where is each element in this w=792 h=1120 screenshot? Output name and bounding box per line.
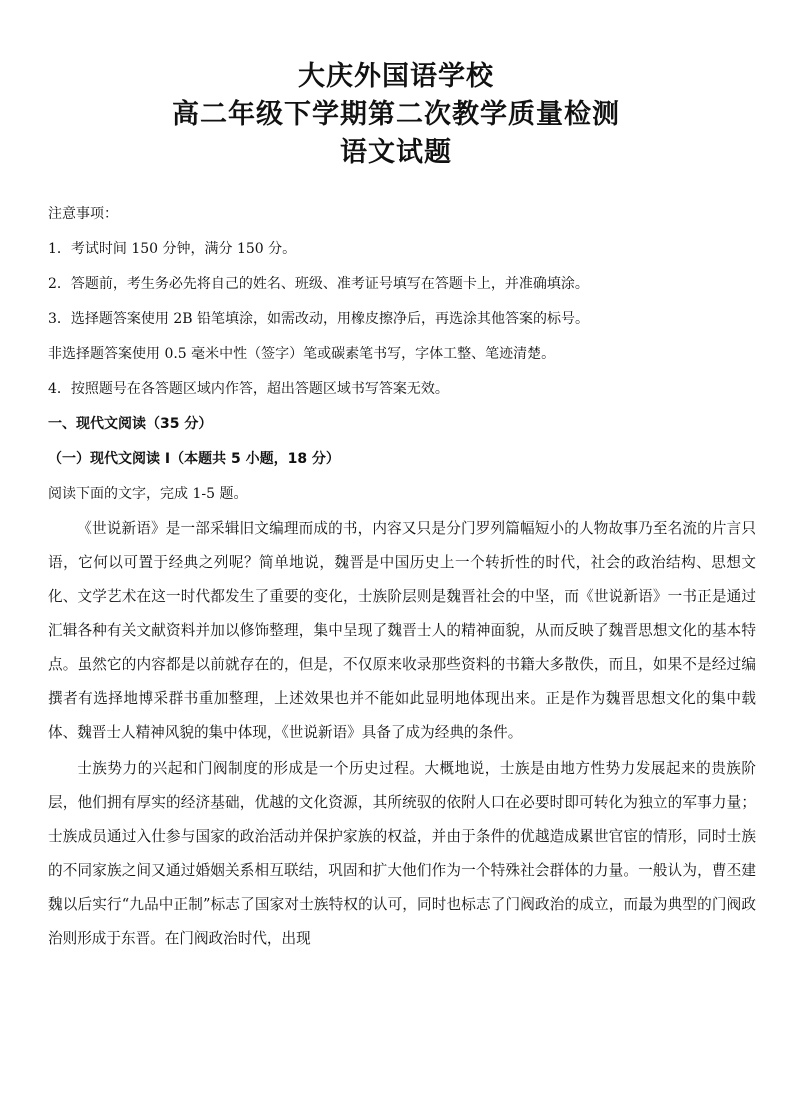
section-subtitle: （一）现代文阅读 I（本题共 5 小题，18 分）: [48, 451, 340, 467]
title-block: [0, 58, 792, 172]
note-item: 非选择题答案使用 0.5 毫米中性（签字）笔或碳素笔书写，字体工整、笔迹清楚。: [48, 346, 556, 362]
section-title: 一、现代文阅读（35 分）: [48, 416, 213, 432]
document-body: [48, 197, 756, 956]
notes-heading: 注意事项：: [48, 206, 118, 222]
exam-title: 高二年级下学期第二次教学质量检测: [172, 99, 620, 130]
note-item: 2．答题前，考生务必先将自己的姓名、班级、准考证号填写在答题卡上，并准确填涂。: [48, 276, 589, 292]
note-item: 3．选择题答案使用 2B 铅笔填涂，如需改动，用橡皮擦净后，再选涂其他答案的标号。: [48, 311, 590, 327]
subject-title: 语文试题: [340, 137, 452, 168]
passage-paragraph-1: 《世说新语》是一部采辑旧文编理而成的书，内容又只是分门罗列篇幅短小的人物故事乃至名流的片言只语，它何以可置于经典之列呢？简单地说，魏晋是中国历史上一个转折性的时代，社会的政治结构、思想文化、文学艺术在这一时代都发生了重要的变化，士族阶层则是魏晋社会的中坚，而《世说新语》一书正是通过汇辑各种有关文献资料并加以修饰整理，集中呈现了魏晋士人的精神面貌，从而反映了魏晋思想文化的基本特点。虽然它的内容都是以前就存在的，但是，不仅原来收录那些资料的书籍大多散佚，而且，如果不是经过编撰者有选择地博采群书重加整理，上述效果也并不能如此显明地体现出来。正是作为魏晋思想文化的集中载体、魏晋士人精神风貌的集中体现，《世说新语》具备了成为经典的条件。: [48, 520, 756, 741]
note-item: 4．按照题号在各答题区域内作答，超出答题区域书写答案无效。: [48, 381, 449, 397]
reading-instruction: 阅读下面的文字，完成 1-5 题。: [48, 486, 248, 502]
school-title: 大庆外国语学校: [298, 61, 494, 92]
passage-paragraph-2: 士族势力的兴起和门阀制度的形成是一个历史过程。大概地说，士族是由地方性势力发展起来的贵族阶层，他们拥有厚实的经济基础，优越的文化资源，其所统驭的依附人口在必要时即可转化为独立的军事力量；士族成员通过入仕参与国家的政治活动并保护家族的权益，并由于条件的优越造成累世官宦的情形，同时士族的不同家族之间又通过婚姻关系相互联结，巩固和扩大他们作为一个特殊社会群体的力量。一般认为，曹丕建魏以后实行“九品中正制”标志了国家对士族特权的认可，同时也标志了门阀政治的成立，而最为典型的门阀政治则形成于东晋。在门阀政治时代，出现: [48, 760, 756, 947]
note-item: 1．考试时间 150 分钟，满分 150 分。: [48, 241, 297, 257]
